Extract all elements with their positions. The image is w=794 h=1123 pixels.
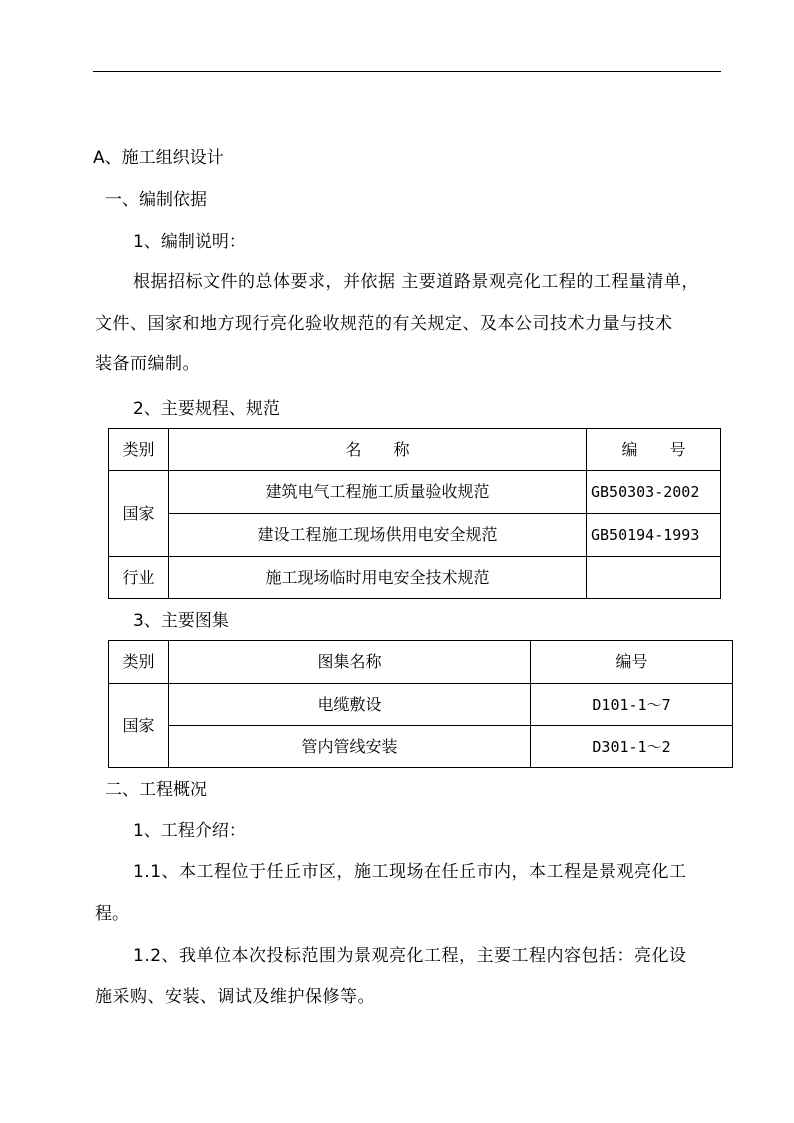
standards-table: [108, 428, 721, 599]
table-header: 编 号: [587, 429, 721, 471]
atlas-name: 电缆敷设: [169, 684, 531, 726]
paragraph-line: 根据招标文件的总体要求，并依据 主要道路景观亮化工程的工程量清单，: [133, 272, 699, 292]
category-cell: 国家: [109, 684, 169, 768]
category-cell: 国家: [109, 471, 169, 557]
paragraph-line: 1.1、本工程位于任丘市区，施工现场在任丘市内，本工程是景观亮化工: [133, 862, 687, 882]
table-header: 图集名称: [169, 641, 531, 684]
header-rule: [93, 71, 721, 72]
category-cell: 行业: [109, 557, 169, 599]
paragraph-line: 文件、国家和地方现行亮化验收规范的有关规定、及本公司技术力量与技术: [95, 314, 673, 334]
subheading-4: 1、工程介绍：: [133, 821, 246, 841]
standard-name: 建筑电气工程施工质量验收规范: [169, 471, 587, 514]
standard-name: 施工现场临时用电安全技术规范: [169, 557, 587, 599]
atlas-code: D301-1～2: [531, 726, 733, 768]
table-header: 类别: [109, 429, 169, 471]
table-header: 编号: [531, 641, 733, 684]
atlas-code: D101-1～7: [531, 684, 733, 726]
standard-code: GB50303-2002: [587, 471, 721, 514]
subheading-1: 1、编制说明：: [133, 232, 246, 252]
subheading-3: 3、主要图集: [133, 611, 229, 631]
paragraph-line: 1.2、我单位本次投标范围为景观亮化工程，主要工程内容包括：亮化设: [133, 946, 687, 966]
table-header: 名 称: [169, 429, 587, 471]
atlas-table: [108, 640, 733, 768]
paragraph-line: 程。: [95, 904, 129, 924]
standard-name: 建设工程施工现场供用电安全规范: [169, 514, 587, 557]
atlas-name: 管内管线安装: [169, 726, 531, 768]
standard-code: [587, 557, 721, 599]
subheading-2: 2、主要规程、规范: [133, 399, 280, 419]
standard-code: GB50194-1993: [587, 514, 721, 557]
section-1-heading: 一、编制依据: [105, 190, 207, 210]
paragraph-line: 装备而编制。: [95, 354, 200, 374]
section-2-heading: 二、工程概况: [105, 780, 207, 800]
paragraph-line: 施采购、安装、调试及维护保修等。: [95, 987, 375, 1007]
section-a-title: A、施工组织设计: [93, 148, 224, 168]
table-header: 类别: [109, 641, 169, 684]
